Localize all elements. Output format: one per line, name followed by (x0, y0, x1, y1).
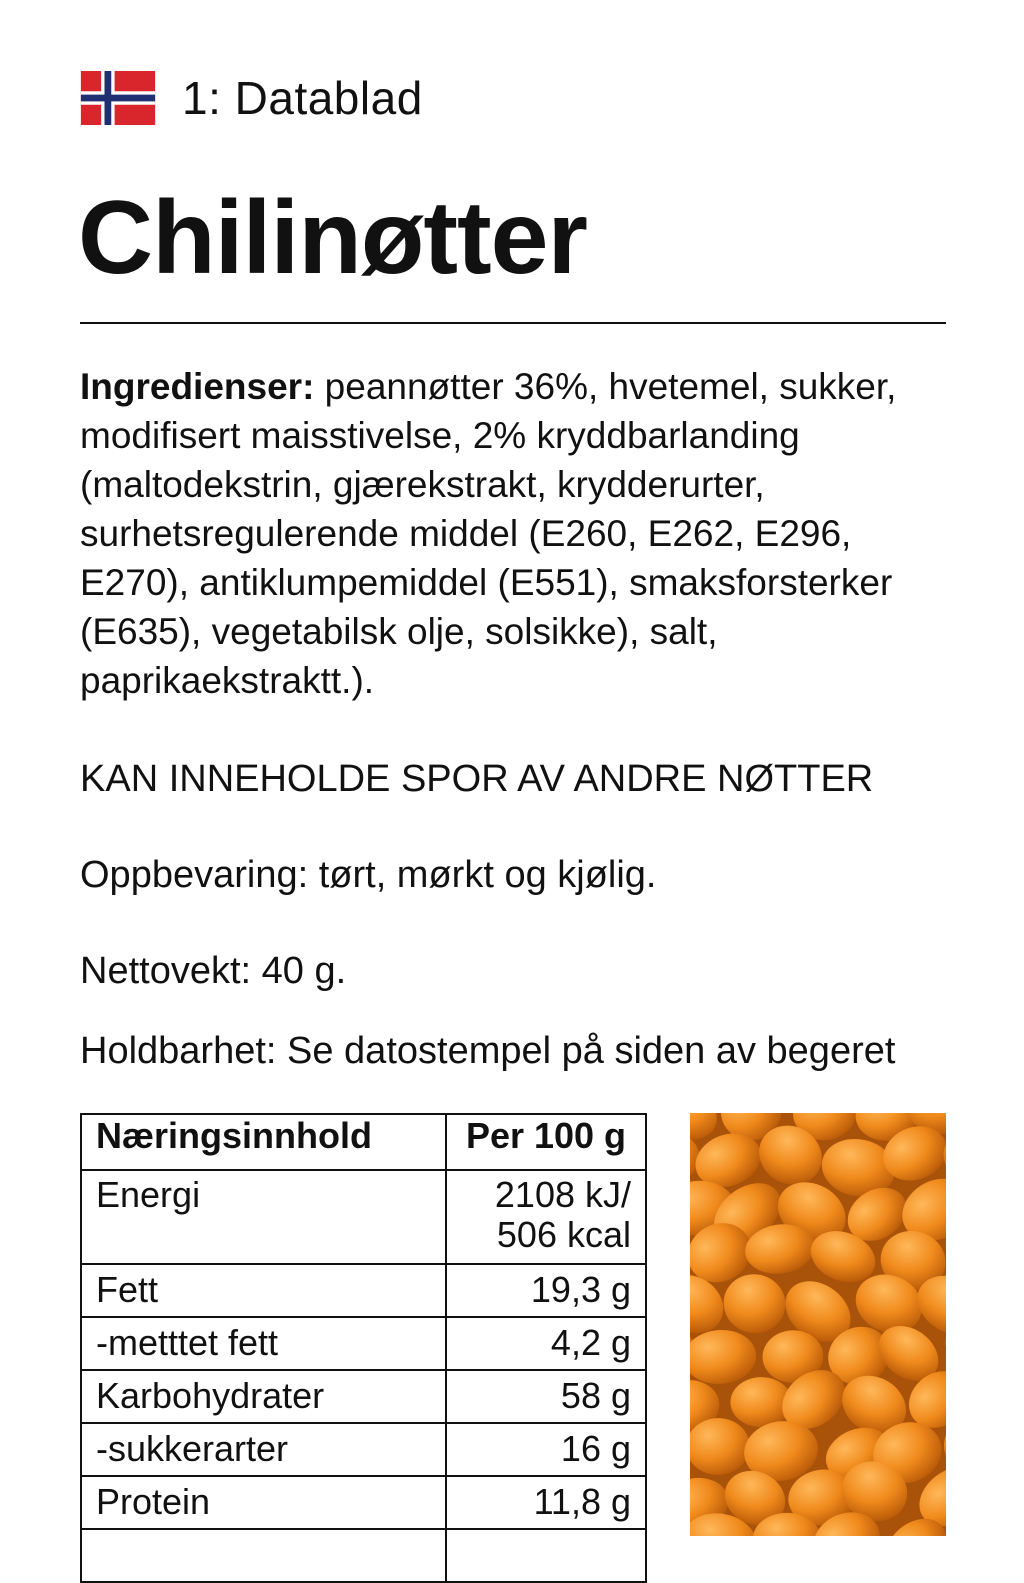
allergen-warning: KAN INNEHOLDE SPOR AV ANDRE NØTTER (80, 758, 874, 800)
nutrient-value: 58 g (446, 1370, 646, 1423)
chili-peanuts-photo (690, 1113, 946, 1536)
ingredients-text: peannøtter 36%, hvetemel, sukker, modifisert maisstivelse, 2% kryddbarlanding (maltodekstrin, gjærekstrakt, krydderurter, surhetsregulerende middel (E260, E262, E296, E270), antiklumpemiddel (E551), smaksforsterker (E635), vegetabilsk olje, solsikke), salt, paprikaekstraktt.). (80, 366, 897, 701)
nutrition-row (81, 1529, 646, 1582)
nutrient-label (81, 1529, 446, 1582)
peanut-pile-image (690, 1113, 946, 1536)
nutrition-table (80, 1113, 647, 1583)
nutrient-value: 19,3 g (446, 1264, 646, 1317)
nutrient-label: Karbohydrater (81, 1370, 446, 1423)
nutrient-value (446, 1529, 646, 1582)
ingredients-paragraph (80, 362, 960, 705)
norway-flag-icon (80, 71, 156, 125)
nutrient-value: 4,2 g (446, 1317, 646, 1370)
nutrition-header-value: Per 100 g (446, 1114, 646, 1170)
nutrient-label: -metttet fett (81, 1317, 446, 1370)
page-header (80, 66, 423, 130)
net-weight: Nettovekt: 40 g. (80, 950, 347, 992)
nutrient-label: Fett (81, 1264, 446, 1317)
energy-kj: 2108 kJ/ (494, 1174, 631, 1215)
nutrition-header-row (81, 1114, 646, 1170)
nutrition-row-energy (81, 1170, 646, 1264)
energy-kcal: 506 kcal (496, 1214, 631, 1255)
nutrition-row (81, 1370, 646, 1423)
nutrition-row (81, 1476, 646, 1529)
ingredients-label: Ingredienser: (80, 366, 315, 407)
energy-label: Energi (81, 1170, 446, 1264)
storage-instructions: Oppbevaring: tørt, mørkt og kjølig. (80, 854, 657, 896)
nutrition-header-label: Næringsinnhold (81, 1114, 446, 1170)
nutrient-label: -sukkerarter (81, 1423, 446, 1476)
nutrition-row (81, 1423, 646, 1476)
section-label: 1: Datablad (182, 72, 423, 124)
nutrition-row (81, 1264, 646, 1317)
nutrition-row (81, 1317, 646, 1370)
nutrient-value: 16 g (446, 1423, 646, 1476)
energy-value (446, 1170, 646, 1264)
shelf-life: Holdbarhet: Se datostempel på siden av begeret (80, 1030, 896, 1072)
nutrient-value: 11,8 g (446, 1476, 646, 1529)
title-divider (80, 322, 946, 324)
nutrient-label: Protein (81, 1476, 446, 1529)
product-title: Chilinøtter (78, 180, 587, 296)
